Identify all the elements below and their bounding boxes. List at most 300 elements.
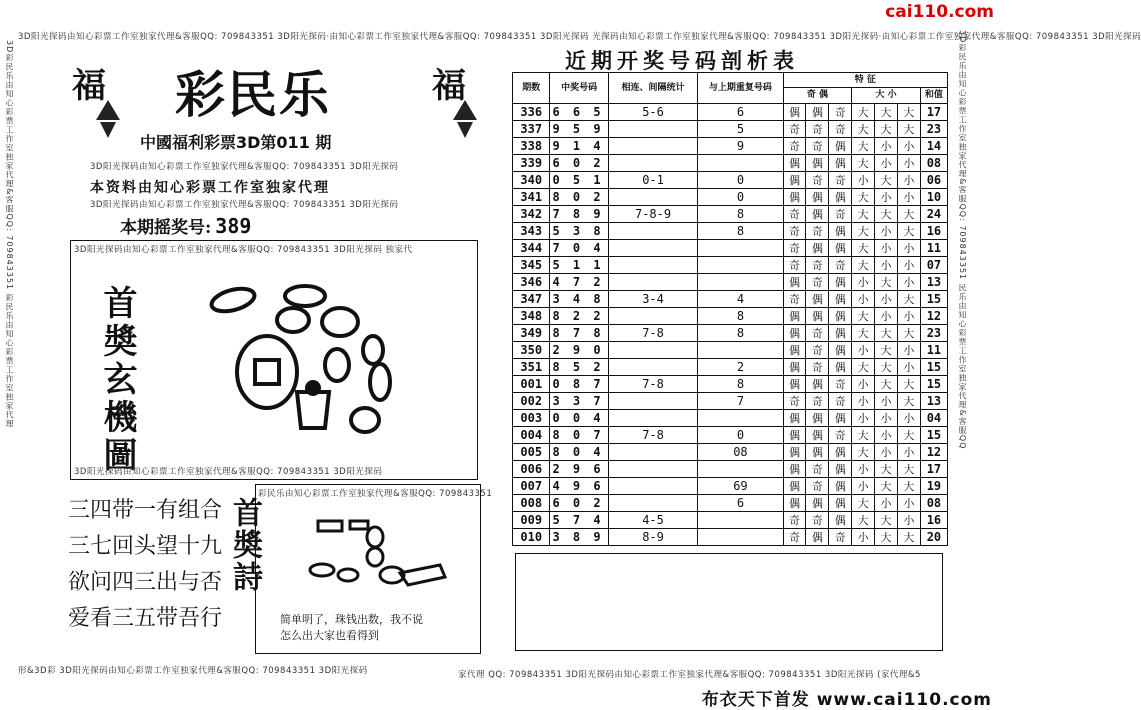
odd-even-cell: 偶 (783, 273, 806, 290)
table-row (513, 307, 948, 324)
table-row (513, 239, 948, 256)
big-small-cell: 小 (897, 154, 920, 171)
big-small-cell: 小 (875, 222, 898, 239)
big-small-cell: 小 (852, 409, 875, 426)
big-small-cell: 大 (875, 205, 898, 222)
sum-cell: 17 (920, 460, 947, 477)
odd-even-cell: 奇 (783, 511, 806, 528)
repeat-cell (698, 239, 783, 256)
odd-even-cell: 偶 (806, 494, 829, 511)
table-row (513, 511, 948, 528)
repeat-cell (698, 341, 783, 358)
consecutive-cell (608, 392, 697, 409)
odd-even-cell: 偶 (783, 324, 806, 341)
sum-cell: 15 (920, 426, 947, 443)
odd-even-cell: 偶 (783, 103, 806, 120)
odd-even-cell: 偶 (783, 307, 806, 324)
issue-cell: 338 (513, 137, 550, 154)
issue-cell: 351 (513, 358, 550, 375)
table-row (513, 443, 948, 460)
big-small-cell: 小 (875, 443, 898, 460)
number-cell: 5 1 1 (550, 256, 608, 273)
odd-even-cell: 偶 (829, 137, 852, 154)
fu-left-glyph: 福 (72, 66, 106, 106)
big-small-cell: 小 (875, 494, 898, 511)
odd-even-cell: 偶 (829, 409, 852, 426)
odd-even-cell: 奇 (806, 256, 829, 273)
odd-even-cell: 奇 (806, 392, 829, 409)
odd-even-cell: 偶 (783, 494, 806, 511)
number-cell: 2 9 0 (550, 341, 608, 358)
consecutive-cell (608, 477, 697, 494)
big-small-cell: 大 (875, 528, 898, 545)
table-row (513, 409, 948, 426)
odd-even-cell: 奇 (806, 341, 829, 358)
consecutive-cell (608, 494, 697, 511)
col-features: 特 征 (783, 73, 947, 88)
big-small-cell: 大 (897, 477, 920, 494)
big-small-cell: 大 (897, 375, 920, 392)
odd-even-cell: 奇 (806, 273, 829, 290)
number-cell: 3 4 8 (550, 290, 608, 307)
right-vertical-strip: 3D彩民乐由知心彩票工作室独家代理&客服QQ: 709843351 民乐由知心彩票工作室独家代理&客服QQ (958, 30, 967, 450)
sum-cell: 13 (920, 392, 947, 409)
sum-cell: 08 (920, 494, 947, 511)
table-row (513, 188, 948, 205)
table-row (513, 358, 948, 375)
consecutive-cell: 7-8-9 (608, 205, 697, 222)
odd-even-cell: 偶 (829, 460, 852, 477)
big-small-cell: 大 (852, 256, 875, 273)
odd-even-cell: 偶 (829, 324, 852, 341)
sum-cell: 04 (920, 409, 947, 426)
consecutive-cell (608, 256, 697, 273)
sum-cell: 10 (920, 188, 947, 205)
big-small-cell: 小 (875, 188, 898, 205)
table-row (513, 120, 948, 137)
big-small-cell: 大 (852, 120, 875, 137)
big-small-cell: 大 (875, 324, 898, 341)
big-small-cell: 小 (897, 137, 920, 154)
consecutive-cell (608, 154, 697, 171)
odd-even-cell: 偶 (829, 222, 852, 239)
repeat-cell: 8 (698, 205, 783, 222)
table-row (513, 103, 948, 120)
big-small-cell: 小 (852, 460, 875, 477)
odd-even-cell: 偶 (806, 443, 829, 460)
sum-cell: 08 (920, 154, 947, 171)
odd-even-cell: 偶 (806, 239, 829, 256)
odd-even-cell: 偶 (829, 290, 852, 307)
issue-cell: 341 (513, 188, 550, 205)
big-small-cell: 小 (875, 137, 898, 154)
issue-cell: 003 (513, 409, 550, 426)
big-small-cell: 大 (897, 392, 920, 409)
odd-even-cell: 偶 (806, 205, 829, 222)
issue-cell: 002 (513, 392, 550, 409)
issue-cell: 336 (513, 103, 550, 120)
big-small-cell: 大 (852, 137, 875, 154)
table-row (513, 273, 948, 290)
big-small-cell: 大 (897, 460, 920, 477)
issue-cell: 339 (513, 154, 550, 171)
issue-cell: 010 (513, 528, 550, 545)
repeat-cell (698, 460, 783, 477)
repeat-cell: 8 (698, 307, 783, 324)
footer-credit[interactable]: 布衣天下首发 www.cai110.com (701, 690, 992, 710)
number-cell: 9 5 9 (550, 120, 608, 137)
number-cell: 7 8 9 (550, 205, 608, 222)
repeat-cell (698, 273, 783, 290)
odd-even-cell: 奇 (829, 103, 852, 120)
col-big-small: 大 小 (852, 88, 921, 103)
puzzle-title: 首奬玄機圖 (97, 285, 137, 475)
big-small-cell: 大 (852, 511, 875, 528)
odd-even-cell: 偶 (829, 341, 852, 358)
lantern-right-icon (445, 100, 485, 140)
issue-cell: 001 (513, 375, 550, 392)
odd-even-cell: 偶 (829, 273, 852, 290)
poem-line: 三七回头望十九 (68, 534, 223, 559)
issue-title: 中國福利彩票3D第011 期 (140, 133, 332, 152)
big-small-cell: 小 (852, 477, 875, 494)
odd-even-cell: 偶 (806, 528, 829, 545)
consecutive-cell (608, 188, 697, 205)
repeat-cell: 0 (698, 188, 783, 205)
sum-cell: 06 (920, 171, 947, 188)
consecutive-cell: 0-1 (608, 171, 697, 188)
repeat-cell (698, 528, 783, 545)
repeat-cell: 0 (698, 171, 783, 188)
big-small-cell: 大 (897, 324, 920, 341)
odd-even-cell: 偶 (829, 477, 852, 494)
big-small-cell: 大 (875, 273, 898, 290)
odd-even-cell: 偶 (783, 188, 806, 205)
number-cell: 2 9 6 (550, 460, 608, 477)
odd-even-cell: 偶 (829, 154, 852, 171)
odd-even-cell: 偶 (783, 443, 806, 460)
number-cell: 3 3 7 (550, 392, 608, 409)
issue-cell: 007 (513, 477, 550, 494)
big-small-cell: 小 (897, 188, 920, 205)
odd-even-cell: 偶 (806, 290, 829, 307)
sum-cell: 11 (920, 341, 947, 358)
big-small-cell: 大 (875, 511, 898, 528)
table-row (513, 392, 948, 409)
table-row (513, 137, 948, 154)
number-cell: 3 8 9 (550, 528, 608, 545)
number-cell: 8 2 2 (550, 307, 608, 324)
big-small-cell: 小 (875, 409, 898, 426)
number-cell: 4 7 2 (550, 273, 608, 290)
odd-even-cell: 奇 (806, 511, 829, 528)
table-row (513, 205, 948, 222)
table-row (513, 171, 948, 188)
odd-even-cell: 奇 (806, 324, 829, 341)
consecutive-cell (608, 307, 697, 324)
sum-cell: 07 (920, 256, 947, 273)
big-small-cell: 大 (875, 358, 898, 375)
poem-drawing (300, 515, 450, 605)
big-small-cell: 小 (875, 392, 898, 409)
consecutive-cell: 4-5 (608, 511, 697, 528)
number-cell: 5 3 8 (550, 222, 608, 239)
empty-note-box (515, 553, 943, 651)
table-row (513, 222, 948, 239)
big-small-cell: 小 (897, 239, 920, 256)
big-small-cell: 小 (897, 307, 920, 324)
lantern-left-icon (88, 100, 128, 140)
sum-cell: 24 (920, 205, 947, 222)
number-cell: 6 6 5 (550, 103, 608, 120)
table-title: 近期开奖号码剖析表 (565, 48, 799, 73)
odd-even-cell: 奇 (806, 477, 829, 494)
number-cell: 0 5 1 (550, 171, 608, 188)
odd-even-cell: 奇 (806, 137, 829, 154)
repeat-cell: 5 (698, 120, 783, 137)
odd-even-cell: 奇 (783, 256, 806, 273)
big-small-cell: 小 (897, 443, 920, 460)
sum-cell: 14 (920, 137, 947, 154)
issue-cell: 348 (513, 307, 550, 324)
big-small-cell: 小 (875, 154, 898, 171)
big-small-cell: 大 (875, 103, 898, 120)
odd-even-cell: 奇 (829, 392, 852, 409)
repeat-cell: 4 (698, 290, 783, 307)
table-row (513, 341, 948, 358)
odd-even-cell: 偶 (783, 409, 806, 426)
big-small-cell: 小 (875, 239, 898, 256)
poem-note (280, 612, 460, 644)
odd-even-cell: 偶 (829, 443, 852, 460)
big-small-cell: 大 (852, 188, 875, 205)
odd-even-cell: 偶 (783, 375, 806, 392)
odd-even-cell: 偶 (783, 341, 806, 358)
consecutive-cell: 8-9 (608, 528, 697, 545)
odd-even-cell: 奇 (783, 290, 806, 307)
odd-even-cell: 奇 (829, 256, 852, 273)
odd-even-cell: 奇 (829, 426, 852, 443)
draw-number-line (120, 213, 251, 238)
big-small-cell: 大 (852, 103, 875, 120)
odd-even-cell: 偶 (806, 426, 829, 443)
sum-cell: 11 (920, 239, 947, 256)
note-line: 怎么出大家也看得到 (280, 629, 379, 642)
big-small-cell: 大 (852, 494, 875, 511)
big-small-cell: 大 (897, 205, 920, 222)
issue-cell: 347 (513, 290, 550, 307)
big-small-cell: 小 (897, 409, 920, 426)
odd-even-cell: 奇 (829, 205, 852, 222)
odd-even-cell: 偶 (806, 409, 829, 426)
repeat-cell: 69 (698, 477, 783, 494)
issue-cell: 004 (513, 426, 550, 443)
sum-cell: 16 (920, 222, 947, 239)
big-small-cell: 小 (897, 273, 920, 290)
left-vertical-strip: 3D彩民乐由知心彩票工作室独家代理&客服QQ: 709843351 彩民乐由知心彩票工作室独家代理 (5, 40, 14, 429)
repeat-cell (698, 154, 783, 171)
odd-even-cell: 偶 (806, 103, 829, 120)
bottom-ad-strip-left: 形&3D彩 3D阳光探码由知心彩票工作室独家代理&客服QQ: 709843351 3D阳光探码 (18, 666, 368, 676)
consecutive-cell (608, 460, 697, 477)
odd-even-cell: 奇 (783, 205, 806, 222)
poem-top-strip: 彩民乐由知心彩票工作室独家代理&客服QQ: 709843351 (258, 489, 493, 499)
poem-block (68, 493, 222, 637)
big-small-cell: 小 (897, 171, 920, 188)
col-number: 中奖号码 (550, 73, 608, 104)
odd-even-cell: 偶 (829, 358, 852, 375)
odd-even-cell: 奇 (783, 239, 806, 256)
odd-even-cell: 奇 (829, 375, 852, 392)
big-small-cell: 小 (897, 256, 920, 273)
big-small-cell: 大 (852, 426, 875, 443)
consecutive-cell (608, 273, 697, 290)
number-cell: 8 7 8 (550, 324, 608, 341)
poem-vertical-title: 首奬詩 (227, 497, 262, 593)
sum-cell: 17 (920, 103, 947, 120)
number-cell: 5 7 4 (550, 511, 608, 528)
big-small-cell: 大 (852, 443, 875, 460)
table-row (513, 477, 948, 494)
odd-even-cell: 偶 (783, 358, 806, 375)
sum-cell: 12 (920, 443, 947, 460)
odd-even-cell: 奇 (829, 120, 852, 137)
repeat-cell (698, 256, 783, 273)
poem-line: 爱看三五带吾行 (68, 606, 223, 631)
consecutive-cell: 3-4 (608, 290, 697, 307)
odd-even-cell: 奇 (829, 171, 852, 188)
issue-cell: 340 (513, 171, 550, 188)
odd-even-cell: 偶 (806, 154, 829, 171)
note-line: 简单明了，珠钱出数，我不说 (280, 613, 423, 626)
big-small-cell: 大 (897, 222, 920, 239)
big-small-cell: 大 (875, 375, 898, 392)
number-cell: 4 9 6 (550, 477, 608, 494)
brand-title: 彩民乐 (175, 65, 331, 124)
odd-even-cell: 偶 (806, 188, 829, 205)
repeat-cell: 0 (698, 426, 783, 443)
repeat-cell (698, 511, 783, 528)
number-cell: 8 0 2 (550, 188, 608, 205)
odd-even-cell: 偶 (783, 460, 806, 477)
odd-even-cell: 奇 (829, 528, 852, 545)
repeat-cell: 7 (698, 392, 783, 409)
repeat-cell: 9 (698, 137, 783, 154)
odd-even-cell: 偶 (829, 494, 852, 511)
big-small-cell: 小 (852, 171, 875, 188)
consecutive-cell (608, 409, 697, 426)
odd-even-cell: 奇 (783, 392, 806, 409)
big-small-cell: 大 (852, 205, 875, 222)
number-cell: 0 0 4 (550, 409, 608, 426)
odd-even-cell: 奇 (806, 358, 829, 375)
repeat-cell: 08 (698, 443, 783, 460)
issue-cell: 005 (513, 443, 550, 460)
odd-even-cell: 偶 (783, 477, 806, 494)
big-small-cell: 大 (897, 528, 920, 545)
consecutive-cell (608, 222, 697, 239)
repeat-cell: 6 (698, 494, 783, 511)
odd-even-cell: 奇 (806, 171, 829, 188)
col-consecutive: 相连、间隔统计 (608, 73, 697, 104)
site-logo[interactable]: cai110.com (885, 2, 994, 22)
big-small-cell: 大 (852, 324, 875, 341)
col-sum: 和值 (920, 88, 947, 103)
big-small-cell: 大 (852, 154, 875, 171)
big-small-cell: 小 (897, 341, 920, 358)
odd-even-cell: 奇 (783, 528, 806, 545)
issue-cell: 344 (513, 239, 550, 256)
big-small-cell: 大 (852, 358, 875, 375)
sum-cell: 20 (920, 528, 947, 545)
sum-cell: 13 (920, 273, 947, 290)
issue-cell: 343 (513, 222, 550, 239)
big-small-cell: 小 (852, 392, 875, 409)
big-small-cell: 小 (852, 290, 875, 307)
consecutive-cell (608, 341, 697, 358)
sum-cell: 15 (920, 358, 947, 375)
big-small-cell: 小 (875, 426, 898, 443)
odd-even-cell: 偶 (783, 426, 806, 443)
repeat-cell: 8 (698, 375, 783, 392)
table-row (513, 494, 948, 511)
poem-line: 欲问四三出与否 (68, 570, 223, 595)
issue-cell: 337 (513, 120, 550, 137)
sum-cell: 16 (920, 511, 947, 528)
table-row (513, 324, 948, 341)
agent-line: 本资料由知心彩票工作室独家代理 (90, 180, 330, 196)
big-small-cell: 小 (897, 358, 920, 375)
repeat-cell: 6 (698, 103, 783, 120)
inner-ad-strip-1: 3D阳光探码由知心彩票工作室独家代理&客服QQ: 709843351 3D阳光探码 (90, 162, 399, 172)
big-small-cell: 大 (897, 426, 920, 443)
big-small-cell: 小 (875, 307, 898, 324)
issue-cell: 345 (513, 256, 550, 273)
consecutive-cell (608, 137, 697, 154)
odd-even-cell: 奇 (783, 120, 806, 137)
big-small-cell: 大 (875, 460, 898, 477)
number-cell: 0 8 7 (550, 375, 608, 392)
table-row (513, 290, 948, 307)
issue-cell: 346 (513, 273, 550, 290)
odd-even-cell: 偶 (829, 188, 852, 205)
sum-cell: 15 (920, 290, 947, 307)
odd-even-cell: 偶 (829, 239, 852, 256)
consecutive-cell: 5-6 (608, 103, 697, 120)
odd-even-cell: 偶 (783, 154, 806, 171)
results-table (512, 72, 948, 546)
consecutive-cell (608, 120, 697, 137)
odd-even-cell: 奇 (806, 222, 829, 239)
big-small-cell: 小 (897, 511, 920, 528)
sum-cell: 23 (920, 324, 947, 341)
big-small-cell: 大 (852, 239, 875, 256)
odd-even-cell: 奇 (806, 460, 829, 477)
big-small-cell: 小 (852, 273, 875, 290)
draw-number: 389 (215, 214, 252, 238)
issue-cell: 008 (513, 494, 550, 511)
repeat-cell: 8 (698, 222, 783, 239)
consecutive-cell: 7-8 (608, 324, 697, 341)
repeat-cell: 2 (698, 358, 783, 375)
number-cell: 9 1 4 (550, 137, 608, 154)
repeat-cell (698, 409, 783, 426)
consecutive-cell (608, 358, 697, 375)
number-cell: 8 0 4 (550, 443, 608, 460)
inner-ad-strip-3: 3D阳光探码由知心彩票工作室独家代理&客服QQ: 709843351 3D阳光探码 独家代 (74, 245, 413, 255)
table-row (513, 426, 948, 443)
number-cell: 6 0 2 (550, 494, 608, 511)
